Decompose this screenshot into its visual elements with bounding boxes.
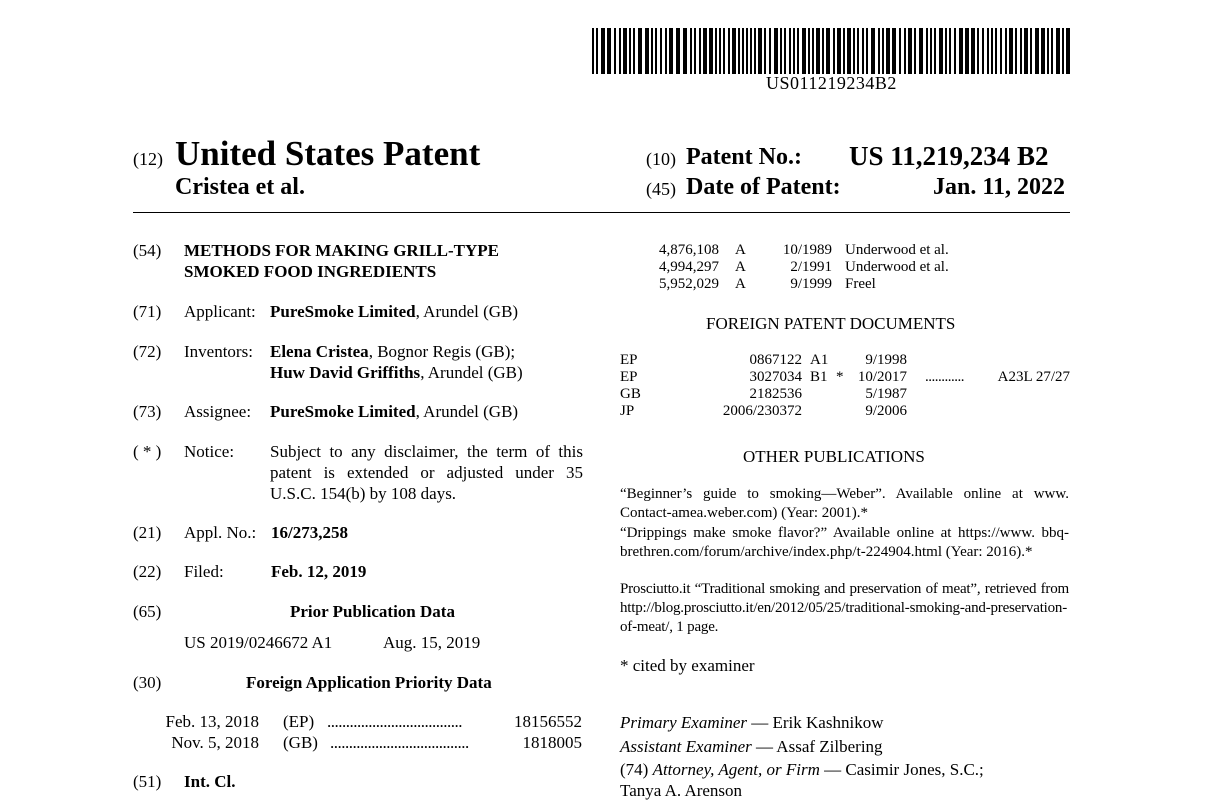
foreign-country: GB (620, 386, 641, 402)
code-54: (54) (133, 241, 162, 260)
ref-kind: A (735, 259, 746, 275)
int-cl-label: Int. Cl. (184, 772, 236, 791)
ref-number: 5,952,029 (659, 276, 719, 292)
priority-number: 1818005 (522, 733, 582, 752)
primary-examiner: Primary Examiner — Erik Kashnikow (620, 713, 884, 732)
priority-date: Feb. 13, 2018 (165, 712, 259, 731)
date-of-patent: Jan. 11, 2022 (933, 174, 1066, 200)
priority-office: (GB) (283, 733, 318, 752)
prior-publication-date: Aug. 15, 2019 (383, 633, 481, 652)
code-71: (71) (133, 302, 162, 321)
foreign-date: 9/1998 (865, 352, 907, 368)
date-of-patent-label: Date of Patent: (686, 174, 841, 200)
foreign-number: 2182536 (749, 386, 802, 402)
header-rule (133, 212, 1070, 213)
prior-publication-number: US 2019/0246672 A1 (184, 633, 333, 652)
foreign-date: 10/2017 (857, 369, 907, 385)
code-45: (45) (646, 179, 676, 199)
attorney: (74) Attorney, Agent, or Firm — Casimir Jones, S.C.; (620, 760, 984, 779)
notice-line2: patent is extended or adjusted under 35 (270, 463, 583, 482)
code-21: (21) (133, 523, 162, 542)
foreign-number: 0867122 (749, 352, 802, 368)
publication-1: “Beginner’s guide to smoking—Weber”. Available online at www. Contact-amea.weber.com) (Year: 2001).* (620, 486, 1069, 521)
prior-publication-heading: Prior Publication Data (290, 602, 455, 621)
patent-no-label: Patent No.: (686, 144, 802, 170)
foreign-date: 9/2006 (865, 403, 907, 419)
foreign-class: A23L 27/27 (997, 369, 1070, 385)
foreign-patent-documents-heading: FOREIGN PATENT DOCUMENTS (706, 314, 956, 333)
appl-no-label: Appl. No.: (184, 523, 257, 542)
code-51: (51) (133, 772, 162, 791)
ref-name: Underwood et al. (845, 259, 949, 275)
code-30: (30) (133, 673, 162, 692)
ref-date: 10/1989 (782, 242, 832, 258)
authors: Cristea et al. (175, 174, 305, 200)
filed-date: Feb. 12, 2019 (271, 562, 367, 581)
inventor-2: Huw David Griffiths, Arundel (GB) (270, 363, 523, 382)
code-22: (22) (133, 562, 162, 581)
foreign-country: EP (620, 352, 638, 368)
priority-number: 18156552 (514, 712, 582, 731)
ref-number: 4,876,108 (659, 242, 719, 258)
foreign-number: 3027034 (749, 369, 802, 385)
foreign-country: JP (620, 403, 635, 419)
barcode-number: US011219234B2 (766, 73, 897, 93)
code-10: (10) (646, 149, 676, 169)
patent-number: US 11,219,234 B2 (849, 141, 1049, 171)
other-publications-heading: OTHER PUBLICATIONS (743, 447, 925, 466)
foreign-country: EP (620, 369, 638, 385)
applicant: PureSmoke Limited, Arundel (GB) (270, 302, 519, 321)
code-73: (73) (133, 402, 162, 421)
applicant-label: Applicant: (184, 302, 256, 321)
code-72: (72) (133, 342, 162, 361)
foreign-kind: A1 (810, 352, 829, 368)
ref-kind: A (735, 276, 746, 292)
foreign-date: 5/1987 (865, 386, 907, 402)
priority-dots: ..................................... (330, 733, 469, 752)
publication-3: Prosciutto.it “Traditional smoking and preservation of meat”, retrieved from http://blog.prosciutto.it/en/2012/05/25/traditional-smoking-and-preservation-of-meat/, 1 page. (620, 581, 1069, 635)
invention-title-line1: METHODS FOR MAKING GRILL-TYPE (184, 241, 499, 260)
foreign-number: 2006/230372 (722, 403, 802, 419)
assistant-examiner: Assistant Examiner — Assaf Zilbering (620, 737, 883, 756)
notice-line1: Subject to any disclaimer, the term of this (270, 442, 583, 461)
notice-line3: U.S.C. 154(b) by 108 days. (270, 484, 457, 503)
notice-label: Notice: (184, 442, 235, 461)
publication-2: “Drippings make smoke flavor?” Available online at https://www. bbq-brethren.com/forum/archive/index.php/t-224904.html (Year: 2016).* (620, 525, 1069, 560)
ref-number: 4,994,297 (659, 259, 719, 275)
assignee: PureSmoke Limited, Arundel (GB) (270, 402, 519, 421)
code-12: (12) (133, 149, 163, 169)
priority-office: (EP) (283, 712, 315, 731)
attorney-line2: Tanya A. Arenson (620, 781, 743, 800)
ref-date: 9/1999 (790, 276, 832, 292)
cited-by-examiner: * cited by examiner (620, 656, 755, 675)
ref-name: Underwood et al. (845, 242, 949, 258)
ref-date: 2/1991 (790, 259, 832, 275)
ref-name: Freel (845, 276, 876, 292)
inventors-label: Inventors: (184, 342, 253, 361)
code-65: (65) (133, 602, 162, 621)
priority-dots: .................................... (327, 712, 462, 731)
barcode-image (592, 28, 1070, 74)
assignee-label: Assignee: (184, 402, 252, 421)
patent-title: United States Patent (175, 134, 481, 173)
notice-code: ( * ) (133, 442, 162, 461)
appl-no: 16/273,258 (271, 523, 348, 542)
foreign-kind: B1 (810, 369, 828, 385)
invention-title-line2: SMOKED FOOD INGREDIENTS (184, 262, 437, 281)
filed-label: Filed: (184, 562, 224, 581)
inventor-1: Elena Cristea, Bognor Regis (GB); (270, 342, 516, 361)
foreign-dots: ............ (925, 369, 964, 385)
ref-kind: A (735, 242, 746, 258)
priority-date: Nov. 5, 2018 (171, 733, 259, 752)
foreign-star: * (836, 369, 844, 385)
foreign-priority-heading: Foreign Application Priority Data (246, 673, 492, 692)
